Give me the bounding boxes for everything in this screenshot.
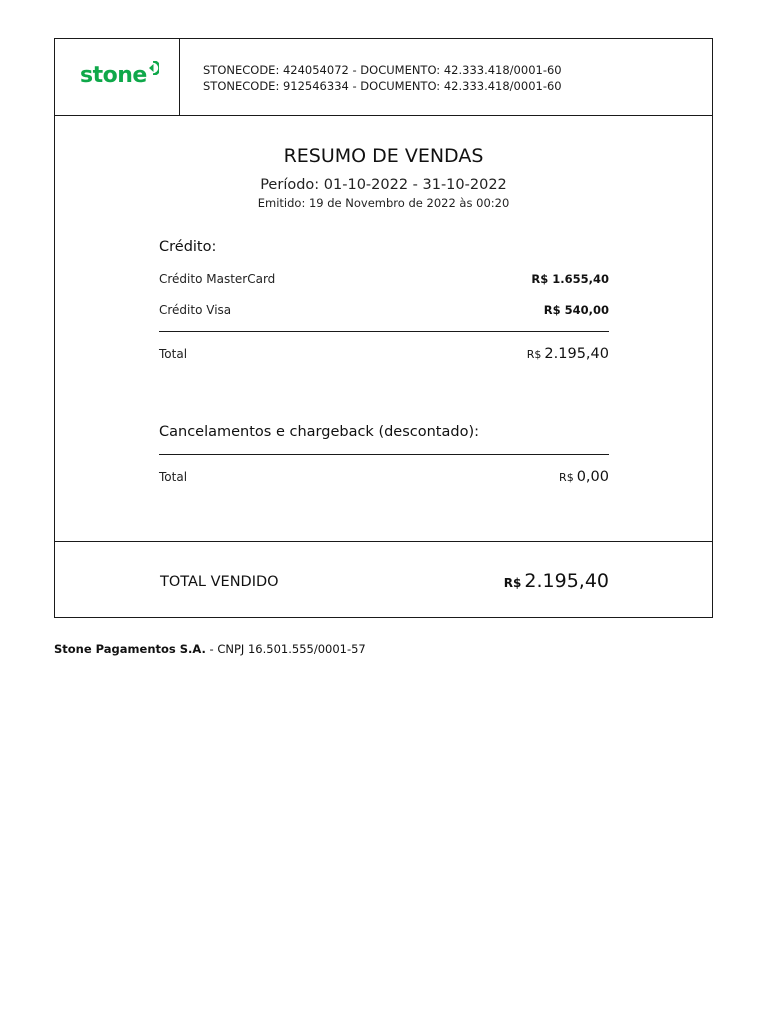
credit-item-value: R$ 1.655,40	[531, 272, 609, 286]
credit-section-title: Crédito:	[159, 239, 217, 255]
cancellations-total-label: Total	[159, 470, 188, 484]
grand-total-label: TOTAL VENDIDO	[160, 574, 279, 590]
report-emitted-date: Emitido: 19 de Novembro de 2022 às 00:20	[257, 196, 510, 210]
credit-item-label: Crédito MasterCard	[159, 272, 276, 286]
credit-total-label: Total	[159, 347, 188, 361]
company-name: Stone Pagamentos S.A.	[54, 642, 206, 656]
grand-total-currency: R$	[503, 576, 522, 590]
credit-item-row	[159, 272, 609, 292]
credit-divider	[159, 331, 609, 332]
report-title: RESUMO DE VENDAS	[283, 145, 484, 167]
grand-total-box	[55, 541, 712, 618]
report-period: Período: 01-10-2022 - 31-10-2022	[260, 177, 507, 193]
cancellations-total-currency: R$	[559, 471, 574, 484]
document-header	[55, 39, 712, 116]
credit-total-amount: 2.195,40	[544, 346, 609, 362]
credit-item-value: R$ 540,00	[543, 303, 609, 317]
credit-item-row	[159, 303, 609, 323]
logo-cell	[55, 39, 180, 115]
cancellations-total-value	[559, 469, 609, 485]
logo-wordmark: stone	[80, 63, 147, 88]
credit-total-currency: R$	[526, 348, 542, 361]
stonecode-list	[203, 62, 562, 94]
stonecode-line: STONECODE: 424054072 - DOCUMENTO: 42.333.418/0001-60	[203, 63, 562, 77]
cancellations-section-title: Cancelamentos e chargeback (descontado):	[159, 424, 479, 440]
cancellations-total-amount: 0,00	[576, 469, 609, 485]
credit-total-row	[159, 346, 609, 366]
grand-total-value	[504, 570, 609, 592]
credit-item-label: Crédito Visa	[159, 303, 232, 317]
cancellations-divider	[159, 454, 609, 455]
credit-total-value	[527, 346, 609, 362]
stonecode-line: STONECODE: 912546334 - DOCUMENTO: 42.333.418/0001-60	[203, 79, 562, 93]
sales-summary-card	[54, 38, 713, 618]
company-footer	[54, 642, 366, 656]
company-cnpj: - CNPJ 16.501.555/0001-57	[205, 642, 366, 656]
grand-total-amount: 2.195,40	[524, 570, 609, 592]
stone-arrow-icon	[148, 60, 159, 79]
stone-logo	[80, 59, 159, 93]
cancellations-total-row	[159, 469, 609, 489]
